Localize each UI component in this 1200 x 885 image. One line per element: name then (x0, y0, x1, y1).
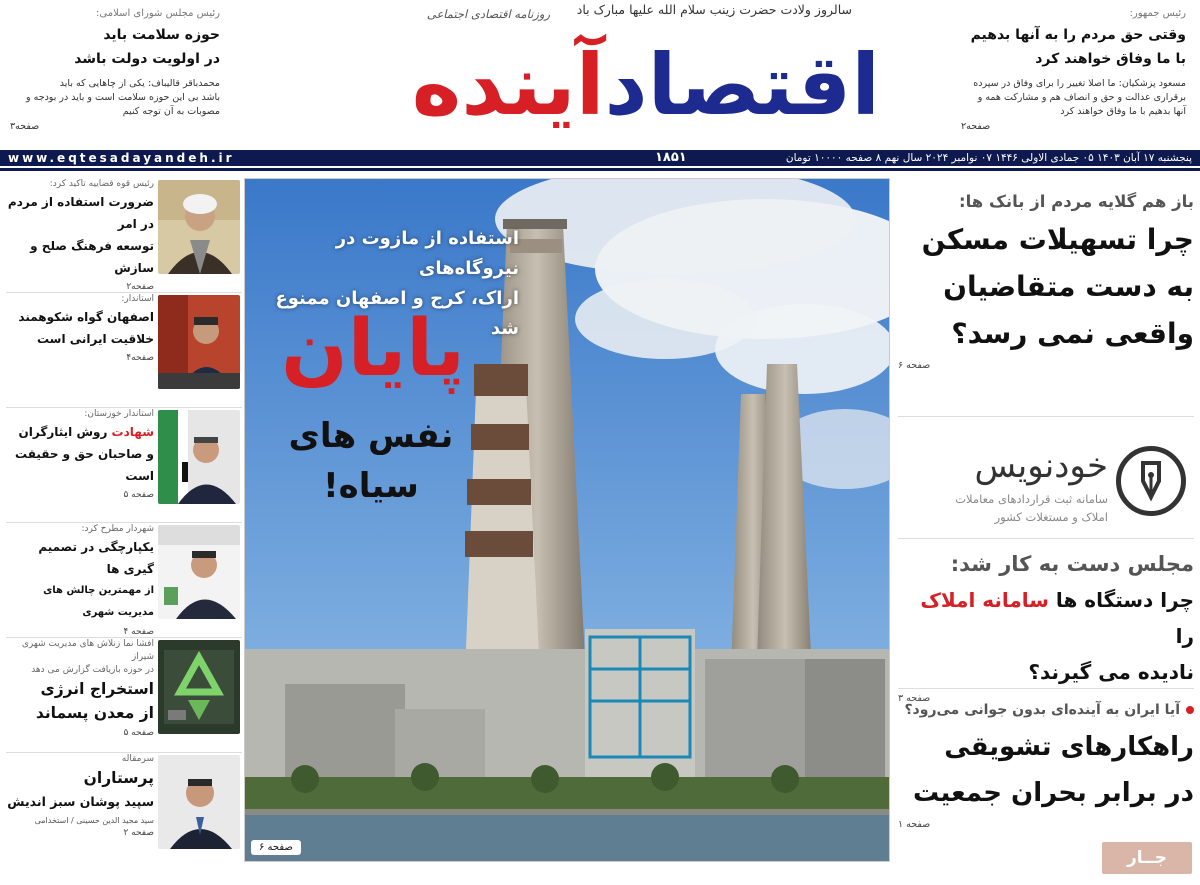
story-headline (898, 724, 1194, 816)
issue-date: پنجشنبه ۱۷ آبان ۱۴۰۳ ۰۵ جمادی الاولی ۱۴۴۶ ۰۷ نوامبر ۲۰۲۴ سال نهم ۸ صفحه ۱۰۰۰۰ تومان (785, 152, 1192, 164)
body-line: مصوبات به آن توجه کنیم (122, 106, 220, 117)
story-headline (6, 421, 154, 487)
headline-line: یکپارچگی در تصمیم گیری ها (38, 540, 154, 576)
divider (898, 688, 1194, 689)
headline-line: و صاحبان حق و حقیقت است (14, 447, 154, 483)
story-headline (6, 766, 154, 814)
story-kicker: استاندار: (121, 294, 154, 304)
headline-line: در برابر بحران جمعیت (912, 778, 1194, 808)
governor-isfahan-photo (158, 295, 240, 389)
story-kicker (898, 696, 1194, 724)
main-subheadline: نفس های سیاه! (288, 416, 454, 506)
headline-line: چرا دستگاه ها (1048, 588, 1194, 612)
daily-tagline: روزنامه اقتصادی اجتماعی (426, 7, 550, 21)
body-line: باشد بی این حوزه سلامت است و باید در بودجه و (26, 92, 220, 103)
page-ref: صفحه ۶ (251, 840, 301, 855)
story-kicker-2: در حوزه بازیافت گزارش می دهد (31, 665, 154, 675)
headline-line: حوزه سلامت باید (103, 27, 220, 43)
story-kicker: باز هم گلایه مردم از بانک ها: (959, 192, 1194, 211)
story-kicker: استاندار خوزستان: (84, 409, 154, 419)
headline-line: را (1175, 624, 1194, 648)
body-line: محمدباقر قالیباف: یکی از چاهایی که باید (59, 78, 220, 89)
headline-line: با ما وفاق خواهند کرد (1035, 51, 1186, 67)
occasion-text: سالروز ولادت حضرت زینب سلام الله علیها مبارک باد (576, 2, 852, 17)
story-headline (6, 306, 154, 350)
right-story-2[interactable] (898, 546, 1194, 704)
masthead (0, 0, 1200, 150)
left-story-4[interactable] (6, 523, 242, 638)
left-story-3[interactable] (6, 408, 242, 523)
headline-line: توسعه فرهنگ صلح و سازش (30, 239, 154, 275)
newspaper-logo[interactable] (300, 30, 880, 140)
body-line: آنها بدهیم با ما وفاق خواهند کرد (1060, 106, 1186, 117)
left-column (6, 178, 242, 868)
issue-number: ۱۸۵۱ (655, 150, 687, 165)
page-ref: صفحه ۵ (123, 490, 154, 500)
website-link[interactable]: www.eqtesadayandeh.ir (8, 151, 235, 165)
mayor-photo (158, 525, 240, 619)
ad-line: سامانه ثبت قراردادهای معاملات (955, 492, 1108, 506)
story-headline (898, 582, 1194, 690)
page-ref: صفحه ۱ (898, 819, 931, 830)
masthead-logo-area (240, 0, 960, 150)
logo-word-red: آینده (411, 36, 605, 134)
headline-line: به دست متقاضیان (943, 270, 1194, 303)
columnist-photo (158, 755, 240, 849)
page-ref: صفحه۳ (10, 121, 40, 132)
page-ref: صفحه ۳ (898, 693, 931, 704)
masthead-left-story[interactable] (10, 8, 220, 132)
right-story-1[interactable] (898, 188, 1194, 371)
story-kicker: رئیس مجلس شورای اسلامی: (96, 8, 220, 19)
kicker-text: آیا ایران به آینده‌ای بدون جوانی می‌رود؟ (904, 702, 1180, 718)
right-story-3[interactable] (898, 696, 1194, 830)
story-headline (6, 677, 154, 725)
story-headline (10, 23, 220, 71)
ad-brand: خودنویس (974, 446, 1108, 486)
headline-line: ضرورت استفاده از مردم در امر (7, 195, 154, 231)
left-story-5[interactable] (6, 638, 242, 753)
page-ref: صفحه ۶ (898, 360, 931, 371)
right-column (898, 178, 1194, 878)
story-kicker: مجلس دست به کار شد: (950, 552, 1194, 576)
governor-khuzestan-photo (158, 410, 240, 504)
headline-line: راهکارهای تشویقی (944, 732, 1194, 762)
recycling-photo (158, 640, 240, 734)
page-ref: صفحه۲ (961, 121, 991, 132)
headline-line: از معدن پسماند (35, 704, 154, 722)
divider (898, 416, 1194, 417)
headline-highlight: سامانه املاک (920, 588, 1049, 612)
story-kicker: سرمقاله (121, 754, 154, 764)
story-headline (961, 23, 1186, 71)
headline-line: وقتی حق مردم را به آنها بدهیم (970, 27, 1186, 43)
left-story-1[interactable] (6, 178, 242, 293)
body-line: برقراری عدالت و حق و انصاف هم و مشارکت همه و (977, 92, 1186, 103)
story-kicker: رئیس قوه قضاییه تاکید کرد: (49, 179, 154, 189)
khodnevis-ad[interactable] (898, 440, 1194, 532)
jaar-stamp: جــار (1102, 842, 1192, 874)
story-kicker: شهردار مطرح کرد: (81, 524, 154, 534)
headline-line: سپید پوشان سبز اندیش (7, 794, 154, 809)
page-ref: صفحه ۴ (123, 627, 154, 637)
headline-line: روش ایثارگران (18, 425, 112, 439)
logo-word-blue: اقتصاد (604, 36, 880, 134)
page-ref: صفحه۴ (126, 353, 154, 363)
headline-line: پرستاران (83, 769, 154, 787)
main-headline: پایان (281, 304, 465, 394)
divider (898, 538, 1194, 539)
fountain-pen-icon (1116, 446, 1186, 516)
story-body (10, 77, 220, 119)
author-caption: سید مجید الدین حسینی / استخدامی (34, 816, 154, 825)
body-line: مسعود پزشکیان: ما اصلا تغییر را برای وفاق در سپرده (973, 78, 1186, 89)
kicker-line: اراک، کرج و اصفهان ممنوع شد (275, 288, 519, 339)
story-kicker: افشا نما زنلاش های مدیریت شهری شیراز (21, 639, 154, 662)
left-story-2[interactable] (6, 293, 242, 408)
masthead-right-story[interactable] (961, 8, 1186, 132)
bullet-icon (1186, 706, 1194, 714)
story-headline (6, 191, 154, 279)
story-headline (898, 216, 1194, 357)
headline-line: نادیده می گیرند؟ (1028, 660, 1194, 684)
story-body (961, 77, 1186, 119)
headline-line: خلاقیت ایرانی است (36, 332, 154, 346)
page-ref: صفحه۲ (126, 282, 154, 292)
headline-line: اصفهان گواه شکوهمند (18, 310, 154, 324)
headline-line: استخراج انرژی (40, 680, 154, 698)
headline-line: در اولویت دولت باشد (74, 51, 220, 67)
story-kicker: رئیس جمهور: (1129, 8, 1186, 19)
story-headline (6, 536, 154, 624)
kicker-line: استفاده از مازوت در نیروگاه‌های (335, 228, 519, 279)
headline-highlight: شهادت (111, 425, 154, 439)
left-story-6[interactable] (6, 753, 242, 868)
main-story[interactable] (244, 178, 890, 862)
date-strip (0, 150, 1200, 166)
ad-line: املاک و مستغلات کشور (994, 510, 1108, 524)
judiciary-chief-photo (158, 180, 240, 274)
page-ref: صفحه ۵ (123, 728, 154, 738)
headline-line: واقعی نمی رسد؟ (951, 317, 1194, 350)
headline-line: از مهمترین چالش های مدیریت شهری (43, 585, 154, 618)
headline-line: چرا تسهیلات مسکن (921, 223, 1194, 256)
page-ref: صفحه ۲ (123, 828, 154, 838)
